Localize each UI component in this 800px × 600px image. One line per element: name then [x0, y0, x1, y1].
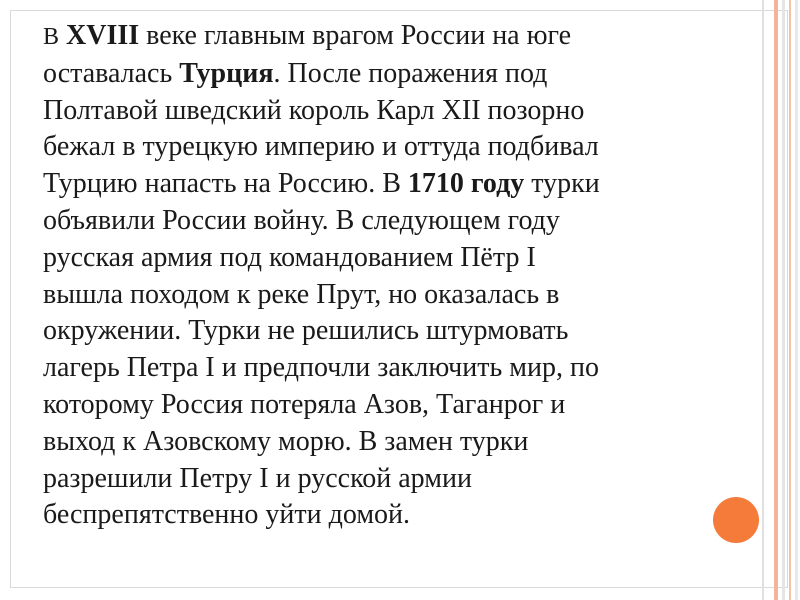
text-line [43, 424, 733, 461]
bold-text: 1710 году [407, 168, 525, 200]
text-line [43, 166, 733, 203]
bold-text: XVIII [66, 20, 140, 51]
text-line [43, 240, 733, 277]
text-run: бежал в турецкую империю и оттуда подбивал [43, 131, 599, 163]
text-line [43, 18, 733, 56]
text-run: турки [524, 168, 600, 200]
right-stripes-decoration [756, 0, 800, 600]
text-run: беспрепятственно уйти домой. [43, 499, 411, 531]
text-line [43, 129, 733, 166]
text-run: лагерь Петра I и предпочли заключить мир, по [43, 352, 599, 384]
text-run: . После поражения под [273, 57, 548, 89]
text-line [43, 497, 733, 534]
text-run: вышла походом к реке Прут, но оказалась в [43, 278, 560, 310]
orange-circle-icon [713, 497, 759, 543]
bold-text: Турция [179, 57, 274, 89]
text-line [43, 56, 733, 93]
slide-body-text [43, 18, 733, 534]
text-run: Полтавой шведский король Карл XII позорно [43, 94, 585, 126]
text-run: веке главным врагом России на юге [139, 20, 572, 51]
text-line [43, 93, 733, 130]
text-line [43, 203, 733, 240]
text-run: разрешили Петру I и русской армии [43, 462, 472, 494]
stripe-1 [762, 0, 764, 600]
stripe-5 [795, 0, 798, 600]
text-line [43, 350, 733, 387]
text-run: окружении. Турки не решились штурмовать [43, 315, 569, 347]
stripe-3 [782, 0, 785, 600]
stripe-2 [774, 0, 778, 600]
text-run: выход к Азовскому морю. В замен турки [43, 425, 529, 457]
text-run: В [43, 24, 60, 50]
text-run: которому Россия потеряла Азов, Таганрог и [43, 388, 566, 420]
text-run: объявили России войну. В следующем году [43, 204, 560, 236]
stripe-4 [789, 0, 791, 600]
text-run: оставалась [43, 57, 180, 89]
text-line [43, 461, 733, 498]
text-line [43, 387, 733, 424]
text-line [43, 277, 733, 314]
text-run: Турцию напасть на Россию. В [43, 168, 408, 200]
text-line [43, 313, 733, 350]
text-run: русская армия под командованием Пётр I [43, 241, 536, 273]
text-run [59, 20, 66, 51]
